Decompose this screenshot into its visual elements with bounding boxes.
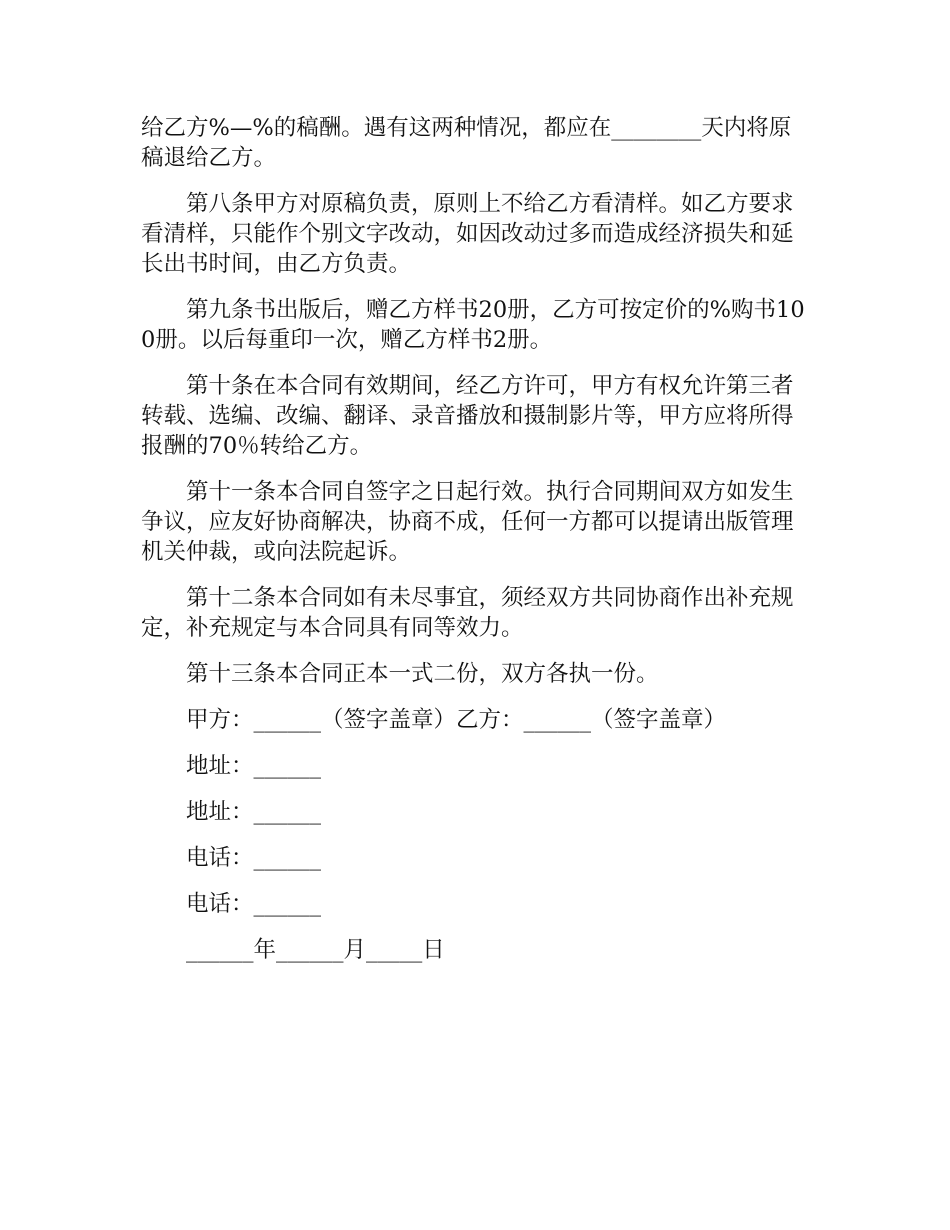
document-page bbox=[141, 113, 813, 981]
article-10: 第十条在本合同有效期间，经乙方许可，甲方有权允许第三者转载、选编、改编、翻译、录音播放和摄制影片等，甲方应将所得报酬的70％转给乙方。 bbox=[141, 373, 794, 459]
party-b-address: 地址：______ bbox=[186, 799, 322, 825]
article-9: 第九条书出版后，赠乙方样书20册，乙方可按定价的%购书100册。以后每重印一次，赠乙方样书2册。 bbox=[141, 297, 805, 353]
party-a-phone: 电话：______ bbox=[186, 845, 322, 871]
paragraph-continuation: 给乙方%—%的稿酬。遇有这两种情况，都应在________天内将原稿退给乙方。 bbox=[141, 115, 792, 171]
party-b-phone: 电话：______ bbox=[186, 891, 322, 917]
article-13: 第十三条本合同正本一式二份，双方各执一份。 bbox=[186, 661, 659, 687]
signature-line: 甲方：______（签字盖章）乙方：______（签字盖章） bbox=[186, 707, 727, 733]
date-line: ______年______月_____日 bbox=[186, 937, 445, 963]
article-8: 第八条甲方对原稿负责，原则上不给乙方看清样。如乙方要求看清样，只能作个别文字改动，如因改动过多而造成经济损失和延长出书时间，由乙方负责。 bbox=[141, 191, 794, 277]
party-a-address: 地址：______ bbox=[186, 753, 322, 779]
article-12: 第十二条本合同如有未尽事宜，须经双方共同协商作出补充规定，补充规定与本合同具有同等效力。 bbox=[141, 585, 794, 641]
article-11: 第十一条本合同自签字之日起行效。执行合同期间双方如发生争议，应友好协商解决，协商不成，任何一方都可以提请出版管理机关仲裁，或向法院起诉。 bbox=[141, 479, 794, 565]
